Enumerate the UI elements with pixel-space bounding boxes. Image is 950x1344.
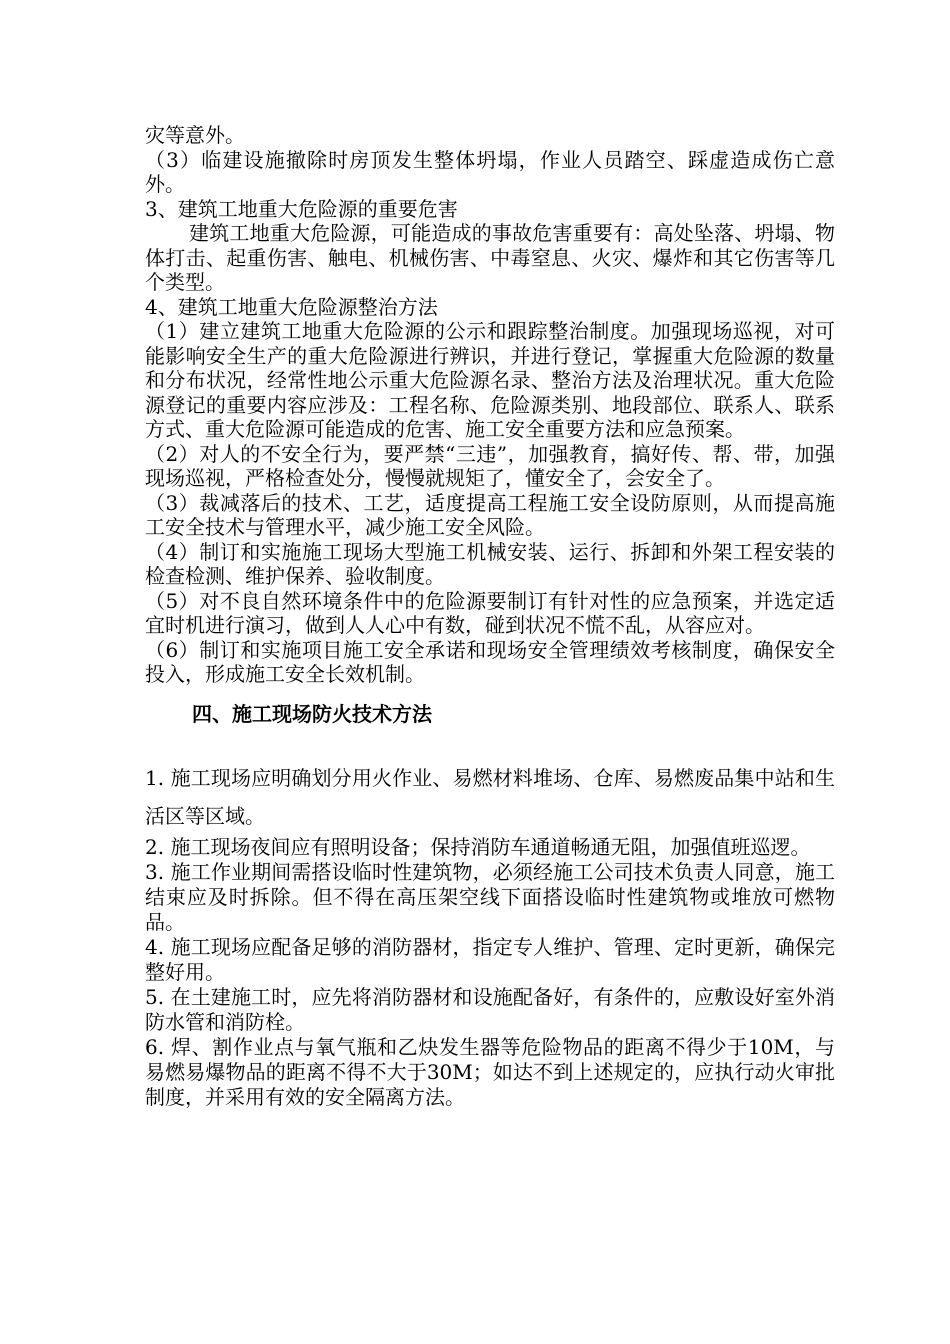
paragraph: 建筑工地重大危险源，可能造成的事故危害重要有：高处坠落、坍塌、物体打击、起重伤害、触电、机械伤害、中毒窒息、火灾、爆炸和其它伤害等几个类型。 xyxy=(145,221,835,294)
section-heading: 四、施工现场防火技术方法 xyxy=(192,701,432,726)
subheading: 3、建筑工地重大危险源的重要危害 xyxy=(145,196,458,221)
paragraph: （1）建立建筑工地重大危险源的公示和跟踪整治制度。加强现场巡视，对可能影响安全生产的重大危险源进行辨识，并进行登记，掌握重大危险源的数量和分布状况，经常性地公示重大危险源名录、整治方法及治理状况。重大危险源登记的重要内容应涉及：工程名称、危险源类别、地段部位、联系人、联系方式、重大危险源可能造成的危害、施工安全重要方法和应急预案。 xyxy=(145,319,835,441)
list-item: 2. 施工现场夜间应有照明设备；保持消防车通道畅通无阻，加强值班巡逻。 xyxy=(145,834,811,859)
list-item: 5. 在土建施工时，应先将消防器材和设施配备好，有条件的，应敷设好室外消防水管和消防栓。 xyxy=(145,984,835,1034)
paragraph: （2）对人的不安全行为，要严禁“三违”，加强教育，搞好传、帮、带，加强现场巡视，严格检查处分，慢慢就规矩了，懂安全了，会安全了。 xyxy=(145,441,835,490)
subheading: 4、建筑工地重大危险源整治方法 xyxy=(145,294,438,319)
paragraph: （5）对不良自然环境条件中的危险源要制订有针对性的应急预案，并选定适宜时机进行演习，做到人人心中有数，碰到状况不慌不乱，从容应对。 xyxy=(145,588,835,637)
list-item: 3. 施工作业期间需搭设临时性建筑物，必须经施工公司技术负责人同意，施工结束应及时拆除。但不得在高压架空线下面搭设临时性建筑物或堆放可燃物品。 xyxy=(145,859,835,934)
paragraph: 灾等意外。 xyxy=(145,123,245,147)
paragraph: （3）裁减落后的技术、工艺，适度提高工程施工安全设防原则，从而提高施工安全技术与管理水平，减少施工安全风险。 xyxy=(145,490,835,539)
paragraph: （4）制订和实施施工现场大型施工机械安装、运行、拆卸和外架工程安装的检查检测、维护保养、验收制度。 xyxy=(145,539,835,588)
paragraph: （6）制订和实施项目施工安全承诺和现场安全管理绩效考核制度，确保安全投入，形成施工安全长效机制。 xyxy=(145,637,835,686)
list-item: 4. 施工现场应配备足够的消防器材，指定专人维护、管理、定时更新，确保完整好用。 xyxy=(145,934,835,984)
list-item: 6. 焊、割作业点与氧气瓶和乙炔发生器等危险物品的距离不得少于10M，与易燃易爆物品的距离不得不大于30M；如达不到上述规定的，应执行动火审批制度，并采用有效的安全隔离方法。 xyxy=(145,1034,835,1109)
document-body xyxy=(145,123,835,1110)
paragraph: （3）临建设施撤除时房顶发生整体坍塌，作业人员踏空、踩虚造成伤亡意外。 xyxy=(145,147,835,196)
list-item: 1. 施工现场应明确划分用火作业、易燃材料堆场、仓库、易燃废品集中站和生活区等区域。 xyxy=(145,765,835,828)
fire-safety-list xyxy=(145,759,835,1110)
